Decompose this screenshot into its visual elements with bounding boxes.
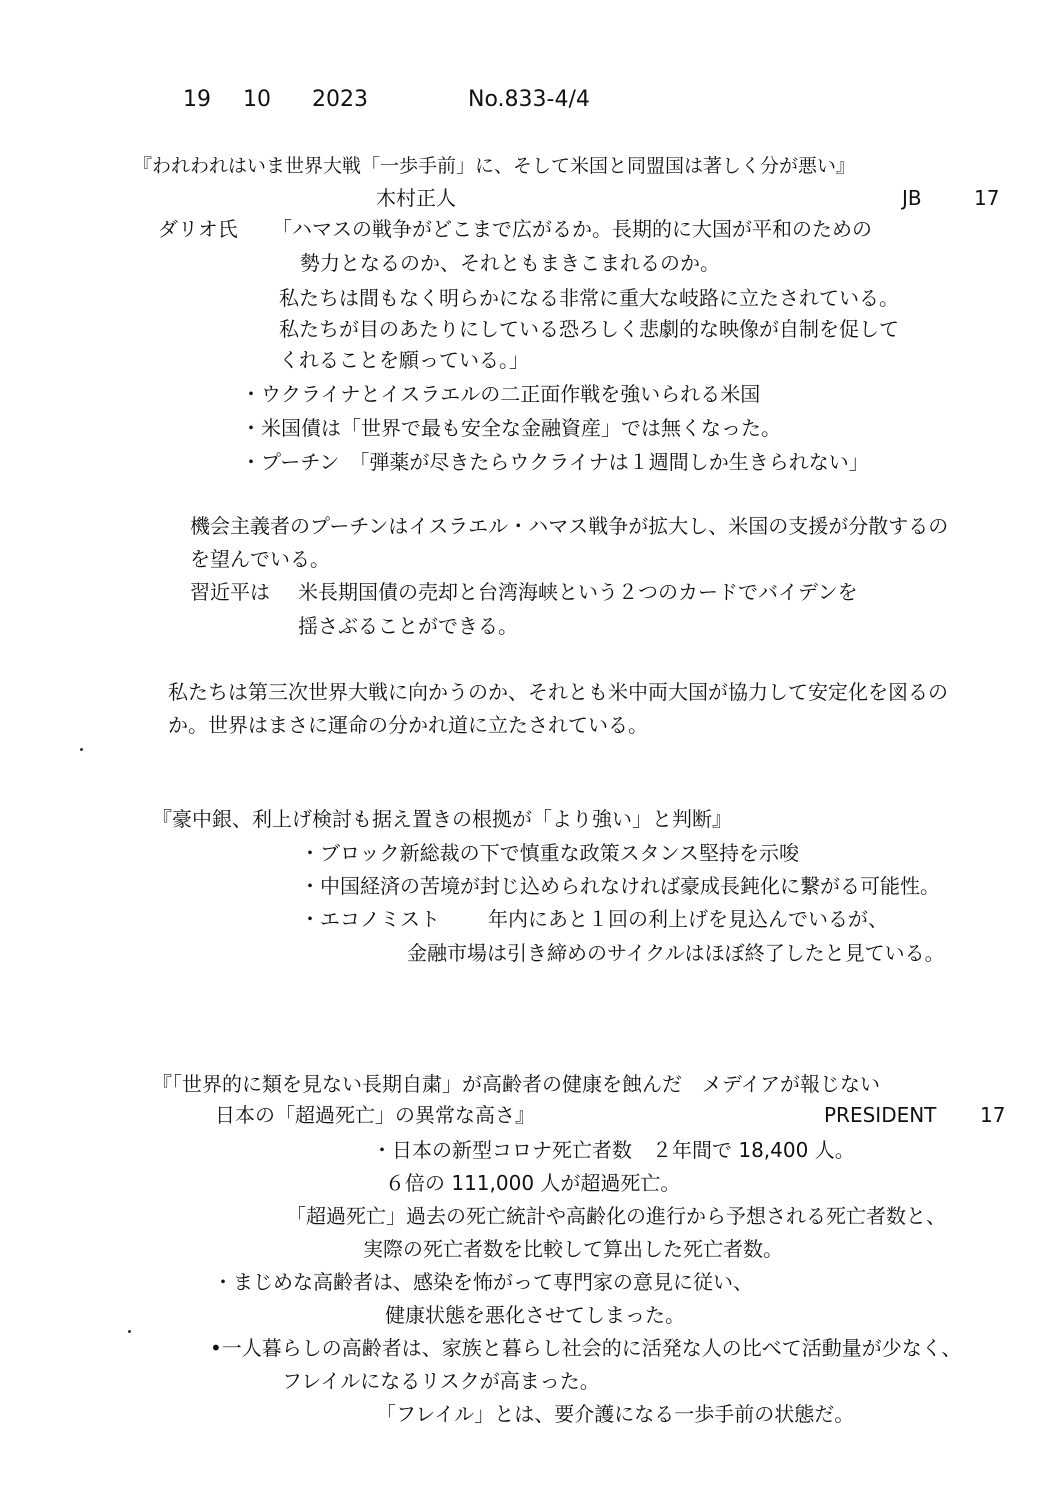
article3-line: •一人暮らしの高齢者は、家族と暮らし社会的に活発な人の比べて活動量が少なく、 — [210, 1336, 962, 1360]
article3-line: 「フレイル」とは、要介護になる一歩手前の状態だ。 — [376, 1402, 855, 1426]
article1-quote-line: 私たちが目のあたりにしている恐ろしく悲劇的な映像が自制を促して — [279, 317, 899, 341]
xi-line: 揺さぶることができる。 — [298, 614, 518, 638]
article1-quote-line: 私たちは間もなく明らかになる非常に重大な岐路に立たされている。 — [279, 286, 899, 310]
header-year: 2023 — [312, 87, 368, 112]
economist-line: 年内にあと１回の利上げを見込んでいるが、 — [488, 907, 888, 931]
header-month: 10 — [243, 87, 271, 112]
article3-title-line: 日本の「超過死亡」の異常な高さ』 — [215, 1103, 535, 1127]
article3-line: 実際の死亡者数を比較して算出した死亡者数。 — [363, 1237, 783, 1261]
article1-bullet: ・ウクライナとイスラエルの二正面作戦を強いられる米国 — [241, 382, 761, 406]
article3-line: ６倍の 111,000 人が超過死亡。 — [385, 1171, 681, 1195]
article3-line: 健康状態を悪化させてしまった。 — [385, 1303, 685, 1327]
article1-quote-line: くれることを願っている。」 — [279, 348, 529, 372]
article3-source: PRESIDENT — [824, 1103, 937, 1127]
article2-title: 『豪中銀、利上げ検討も据え置きの根拠が「より強い」と判断』 — [152, 807, 732, 831]
article1-bullet: ・プーチン 「弾薬が尽きたらウクライナは１週間しか生きられない」 — [241, 450, 869, 474]
article3-line: ・まじめな高齢者は、感染を怖がって専門家の意見に従い、 — [213, 1270, 753, 1294]
economist-line: 金融市場は引き締めのサイクルはほぼ終了したと見ている。 — [407, 941, 945, 965]
article3-line: フレイルになるリスクが高まった。 — [282, 1369, 600, 1393]
article1-quote-line: 「ハマスの戦争がどこまで広がるか。長期的に大国が平和のための — [272, 217, 872, 241]
article3-source-day: 17 — [980, 1103, 1006, 1127]
article1-paragraph-line: を望んでいる。 — [190, 547, 330, 571]
article1-conclusion-line: か。世界はまさに運命の分かれ道に立たされている。 — [168, 713, 648, 737]
header-doc-number: No.833-4/4 — [468, 87, 590, 112]
article1-author: 木村正人 — [376, 186, 456, 210]
article1-bullet: ・米国債は「世界で最も安全な金融資産」では無くなった。 — [241, 416, 781, 440]
article3-title-line: 『「世界的に類を見ない長期自粛」が高齢者の健康を蝕んだ メデイアが報じない — [152, 1072, 880, 1096]
article1-source-day: 17 — [974, 186, 1000, 210]
header-day: 19 — [183, 87, 211, 112]
xi-line: 米長期国債の売却と台湾海峡という２つのカードでバイデンを — [298, 580, 858, 604]
scan-speck — [80, 748, 83, 751]
scan-speck — [128, 1330, 131, 1333]
economist-label: ・エコノミスト — [300, 907, 440, 931]
article1-source: JB — [902, 186, 922, 210]
article1-conclusion-line: 私たちは第三次世界大戦に向かうのか、それとも米中両大国が協力して安定化を図るの — [168, 680, 948, 704]
xi-label: 習近平は — [190, 580, 270, 604]
article3-line: ・日本の新型コロナ死亡者数 ２年間で 18,400 人。 — [372, 1138, 855, 1162]
article1-paragraph-line: 機会主義者のプーチンはイスラエル・ハマス戦争が拡大し、米国の支援が分散するの — [190, 514, 949, 538]
article1-title: 『われわれはいま世界大戦「一歩手前」に、そして米国と同盟国は著しく分が悪い』 — [133, 155, 856, 177]
article2-bullet: ・中国経済の苦境が封じ込められなければ豪成長鈍化に繋がる可能性。 — [300, 874, 940, 898]
article3-line: 「超過死亡」過去の死亡統計や高齢化の進行から予想される死亡者数と、 — [286, 1204, 946, 1228]
article1-speaker: ダリオ氏 — [158, 217, 238, 241]
article1-quote-line: 勢力となるのか、それともまきこまれるのか。 — [300, 251, 720, 275]
article2-bullet: ・ブロック新総裁の下で慎重な政策スタンス堅持を示唆 — [300, 841, 799, 865]
